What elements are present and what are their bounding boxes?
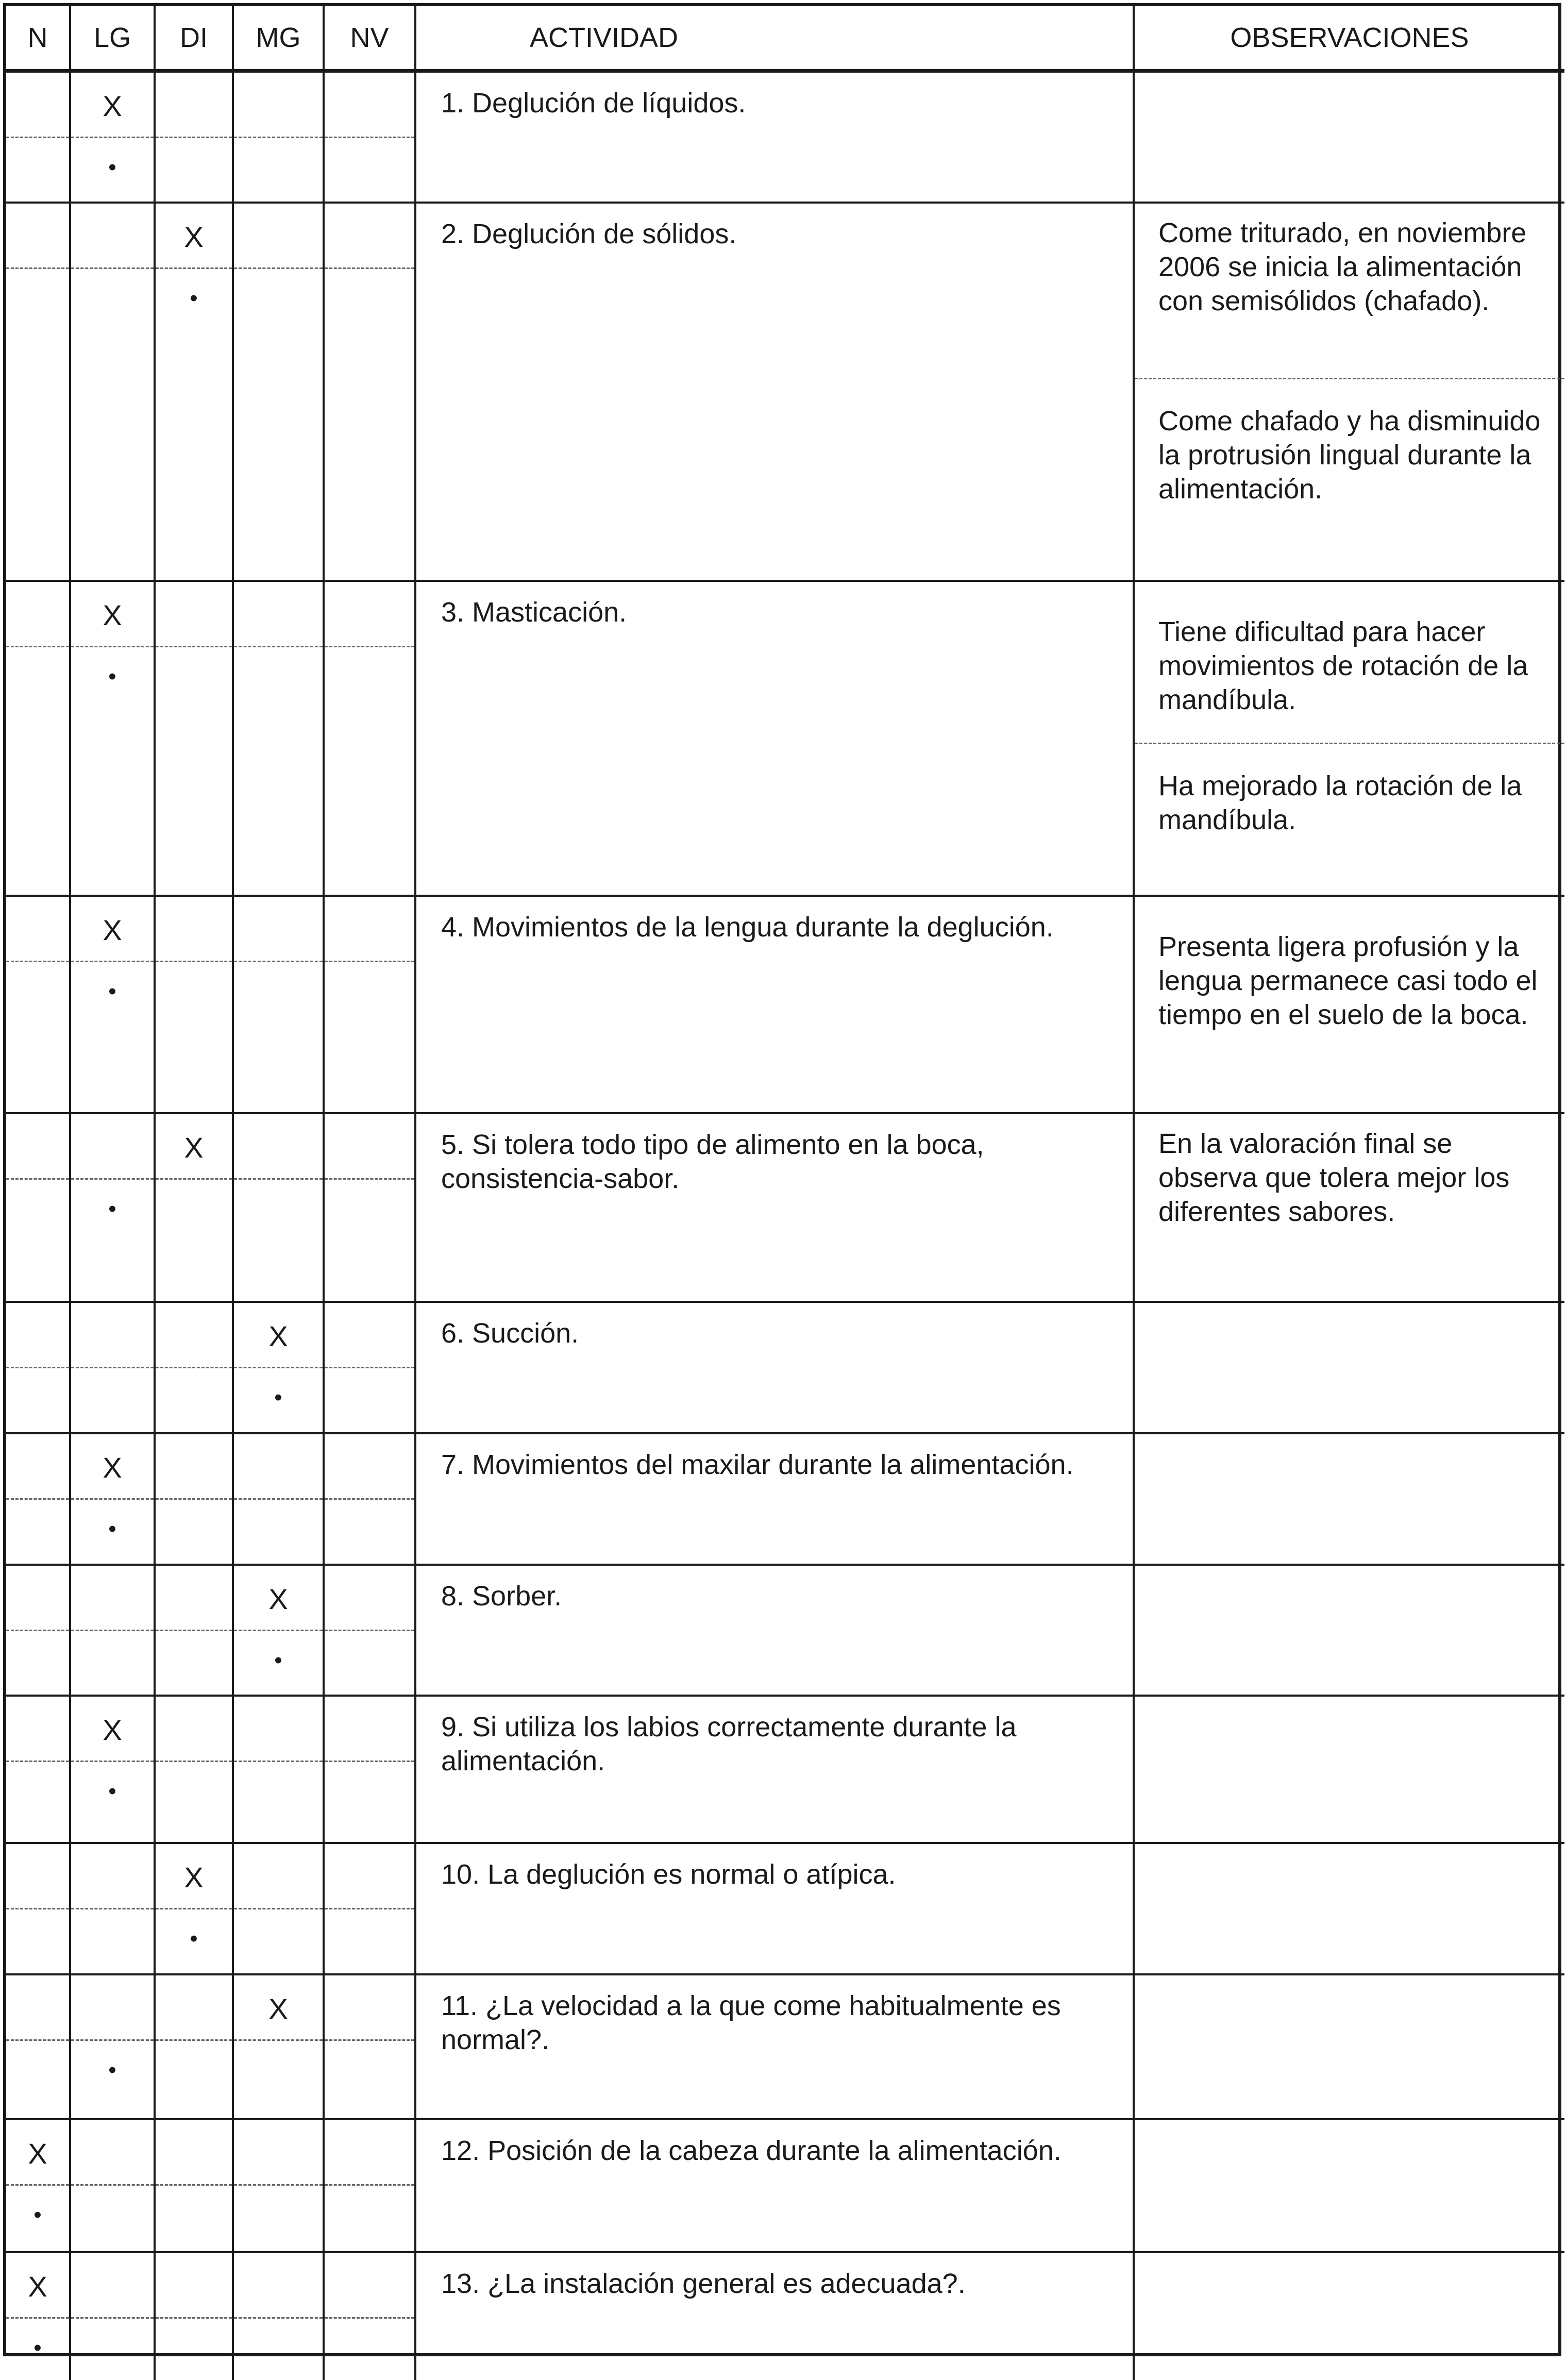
rating-cell-content [156, 1114, 232, 1301]
dashed-divider [71, 267, 154, 269]
dashed-divider [325, 2039, 414, 2041]
rating-cell-content [325, 1697, 414, 1842]
rating-cell-content [156, 1975, 232, 2118]
activity-description: 12. Posición de la cabeza durante la alimentación. [415, 2119, 1134, 2252]
dashed-divider [156, 1761, 232, 1762]
initial-rating-mark: X [184, 220, 204, 253]
rating-cell-n [6, 2252, 70, 2380]
observations-cell [1134, 896, 1564, 1113]
header-nv: NV [324, 6, 415, 71]
final-rating-mark: • [108, 664, 116, 689]
observation-final: Come chafado y ha disminuido la protrusión lingual durante la alimentación. [1158, 406, 1541, 505]
rating-cell-di [155, 203, 233, 581]
rating-cell-content [6, 2253, 69, 2380]
activity-description: 3. Masticación. [415, 581, 1134, 896]
final-rating-mark: • [108, 1779, 116, 1804]
rating-cell-mg [233, 203, 324, 581]
activity-row [6, 2119, 1564, 2252]
rating-cell-di [155, 1974, 233, 2119]
activity-row [6, 1974, 1564, 2119]
rating-cell-content [156, 1697, 232, 1842]
activity-row [6, 203, 1564, 581]
rating-cell-mg [233, 1843, 324, 1974]
rating-cell-di [155, 1565, 233, 1696]
rating-cell-lg [70, 581, 155, 896]
rating-cell-content [156, 2253, 232, 2380]
initial-rating-mark: X [268, 1582, 288, 1615]
dashed-divider [71, 1630, 154, 1631]
activity-description: 5. Si tolera todo tipo de alimento en la boca, consistencia-sabor. [415, 1113, 1134, 1302]
initial-rating-mark: X [103, 598, 122, 631]
dashed-divider [6, 1908, 69, 1909]
rating-cell-content [325, 2120, 414, 2251]
dashed-divider [325, 1630, 414, 1631]
initial-rating-mark: X [28, 2137, 47, 2170]
rating-cell-di [155, 71, 233, 203]
rating-cell-nv [324, 1433, 415, 1565]
rating-cell-di [155, 1113, 233, 1302]
rating-cell-content [234, 582, 323, 895]
rating-cell-n [6, 1433, 70, 1565]
activity-row [6, 71, 1564, 203]
rating-cell-content [156, 1566, 232, 1695]
dashed-divider [6, 1630, 69, 1631]
rating-cell-content [71, 1566, 154, 1695]
rating-cell-lg [70, 1433, 155, 1565]
dashed-divider [156, 961, 232, 962]
initial-rating-mark: X [103, 1713, 122, 1746]
rating-cell-content [234, 1434, 323, 1564]
rating-cell-content [156, 582, 232, 895]
rating-cell-content [156, 204, 232, 580]
rating-cell-di [155, 2119, 233, 2252]
rating-cell-nv [324, 71, 415, 203]
activity-row [6, 1302, 1564, 1433]
dashed-divider [6, 961, 69, 962]
rating-cell-content [6, 1697, 69, 1842]
rating-cell-di [155, 1433, 233, 1565]
rating-cell-content [6, 897, 69, 1112]
rating-cell-content [234, 1566, 323, 1695]
final-rating-mark: • [274, 1385, 282, 1410]
dashed-divider [71, 1908, 154, 1909]
rating-cell-content [71, 897, 154, 1112]
final-rating-mark: • [274, 1648, 282, 1673]
rating-cell-content [71, 582, 154, 895]
rating-cell-lg [70, 2252, 155, 2380]
dashed-divider [234, 1761, 323, 1762]
dashed-divider [234, 1908, 323, 1909]
rating-cell-content [6, 1434, 69, 1564]
evaluation-table [6, 6, 1564, 2380]
header-di: DI [155, 6, 233, 71]
observations-cell [1134, 1843, 1564, 1974]
final-rating-mark: • [108, 1196, 116, 1221]
dashed-divider [6, 1367, 69, 1368]
activity-row [6, 1433, 1564, 1565]
final-rating-mark: • [108, 1516, 116, 1541]
initial-rating-mark: X [28, 2270, 47, 2303]
observations-cell [1134, 1565, 1564, 1696]
dashed-divider [325, 646, 414, 647]
rating-cell-di [155, 1302, 233, 1433]
dashed-divider [71, 2317, 154, 2319]
initial-rating-mark: X [268, 1319, 288, 1352]
observations-cell [1134, 2252, 1564, 2380]
rating-cell-mg [233, 2119, 324, 2252]
rating-cell-content [325, 897, 414, 1112]
rating-cell-content [71, 1975, 154, 2118]
activity-row [6, 581, 1564, 896]
rating-cell-lg [70, 1113, 155, 1302]
rating-cell-content [6, 1114, 69, 1301]
evaluation-sheet [3, 3, 1561, 2360]
observations-cell [1134, 1302, 1564, 1433]
rating-cell-nv [324, 2252, 415, 2380]
dashed-divider [156, 2184, 232, 2186]
rating-cell-content [71, 1303, 154, 1432]
header-actividad: ACTIVIDAD [415, 6, 1134, 71]
rating-cell-content [234, 1844, 323, 1973]
activity-description: 13. ¿La instalación general es adecuada?. [415, 2252, 1134, 2380]
rating-cell-content [234, 2120, 323, 2251]
header-mg: MG [233, 6, 324, 71]
activity-description: 1. Deglución de líquidos. [415, 71, 1134, 203]
rating-cell-lg [70, 71, 155, 203]
rating-cell-content [71, 1114, 154, 1301]
rating-cell-di [155, 581, 233, 896]
rating-cell-nv [324, 1974, 415, 2119]
rating-cell-lg [70, 896, 155, 1113]
rating-cell-content [71, 2253, 154, 2380]
dashed-divider [6, 646, 69, 647]
rating-cell-mg [233, 1974, 324, 2119]
rating-cell-content [234, 1975, 323, 2118]
rating-cell-nv [324, 1113, 415, 1302]
rating-cell-nv [324, 1843, 415, 1974]
rating-cell-content [234, 897, 323, 1112]
observations-cell [1134, 2119, 1564, 2252]
rating-cell-content [234, 1303, 323, 1432]
rating-cell-content [71, 1697, 154, 1842]
observations-cell [1134, 1433, 1564, 1565]
observations-cell [1134, 71, 1564, 203]
activity-row [6, 1843, 1564, 1974]
dashed-divider [234, 2039, 323, 2041]
rating-cell-nv [324, 1302, 415, 1433]
dashed-divider [71, 2184, 154, 2186]
activity-row [6, 2252, 1564, 2380]
observation-final: Ha mejorado la rotación de la mandíbula. [1158, 770, 1522, 835]
rating-cell-content [325, 204, 414, 580]
rating-cell-mg [233, 1302, 324, 1433]
rating-cell-mg [233, 1433, 324, 1565]
rating-cell-n [6, 2119, 70, 2252]
observation-initial: En la valoración final se observa que tolera mejor los diferentes sabores. [1158, 1128, 1510, 1227]
dashed-divider [325, 2184, 414, 2186]
dashed-divider [234, 137, 323, 138]
rating-cell-content [6, 73, 69, 202]
dashed-divider [6, 1178, 69, 1180]
rating-cell-content [234, 1114, 323, 1301]
rating-cell-content [6, 204, 69, 580]
dashed-divider [156, 2039, 232, 2041]
observations-cell [1134, 1113, 1564, 1302]
rating-cell-content [156, 1303, 232, 1432]
rating-cell-content [234, 204, 323, 580]
activity-description: 4. Movimientos de la lengua durante la deglución. [415, 896, 1134, 1113]
rating-cell-content [156, 73, 232, 202]
activity-row [6, 1113, 1564, 1302]
rating-cell-content [234, 1697, 323, 1842]
rating-cell-nv [324, 2119, 415, 2252]
dashed-divider [6, 267, 69, 269]
final-rating-mark: • [108, 155, 116, 180]
rating-cell-content [234, 2253, 323, 2380]
dashed-divider [325, 1498, 414, 1500]
rating-cell-di [155, 896, 233, 1113]
activity-description: 9. Si utiliza los labios correctamente durante la alimentación. [415, 1696, 1134, 1843]
rating-cell-n [6, 71, 70, 203]
rating-cell-mg [233, 896, 324, 1113]
rating-cell-content [325, 582, 414, 895]
rating-cell-content [325, 1566, 414, 1695]
rating-cell-mg [233, 71, 324, 203]
final-rating-mark: • [33, 2202, 42, 2227]
rating-cell-content [6, 1975, 69, 2118]
rating-cell-mg [233, 1696, 324, 1843]
rating-cell-n [6, 1696, 70, 1843]
rating-cell-content [71, 1434, 154, 1564]
rating-cell-mg [233, 1565, 324, 1696]
rating-cell-content [325, 2253, 414, 2380]
rating-cell-lg [70, 203, 155, 581]
rating-cell-n [6, 1302, 70, 1433]
rating-cell-content [6, 582, 69, 895]
rating-cell-content [325, 1844, 414, 1973]
rating-cell-di [155, 1843, 233, 1974]
header-observaciones: OBSERVACIONES [1134, 6, 1564, 71]
rating-cell-lg [70, 1843, 155, 1974]
dashed-divider [156, 1630, 232, 1631]
observations-cell [1134, 1974, 1564, 2119]
dashed-divider [234, 961, 323, 962]
rating-cell-content [6, 1844, 69, 1973]
rating-cell-mg [233, 2252, 324, 2380]
final-rating-mark: • [108, 979, 116, 1004]
observation-initial: Presenta ligera profusión y la lengua permanece casi todo el tiempo en el suelo de la boca. [1158, 931, 1538, 1030]
rating-cell-content [325, 1303, 414, 1432]
rating-cell-content [156, 1844, 232, 1973]
rating-cell-content [234, 73, 323, 202]
rating-cell-lg [70, 2119, 155, 2252]
activity-row [6, 896, 1564, 1113]
rating-cell-nv [324, 203, 415, 581]
dashed-divider [156, 2317, 232, 2319]
rating-cell-n [6, 896, 70, 1113]
activity-description: 6. Succión. [415, 1302, 1134, 1433]
rating-cell-mg [233, 1113, 324, 1302]
initial-rating-mark: X [268, 1992, 288, 2025]
rating-cell-nv [324, 1696, 415, 1843]
activity-description: 8. Sorber. [415, 1565, 1134, 1696]
rating-cell-content [325, 73, 414, 202]
initial-rating-mark: X [184, 1131, 204, 1164]
rating-cell-content [325, 1975, 414, 2118]
activity-description: 7. Movimientos del maxilar durante la alimentación. [415, 1433, 1134, 1565]
initial-rating-mark: X [103, 1451, 122, 1484]
final-rating-mark: • [190, 1926, 198, 1951]
rating-cell-mg [233, 581, 324, 896]
dashed-divider [156, 1367, 232, 1368]
observation-initial: Come triturado, en noviembre 2006 se inicia la alimentación con semisólidos (chafado). [1158, 217, 1527, 316]
dashed-divider [71, 1367, 154, 1368]
dashed-divider [6, 137, 69, 138]
rating-cell-n [6, 1565, 70, 1696]
dashed-divider [156, 646, 232, 647]
activity-row [6, 1565, 1564, 1696]
rating-cell-content [156, 2120, 232, 2251]
dashed-divider [6, 1761, 69, 1762]
dashed-divider [325, 1367, 414, 1368]
rating-cell-n [6, 1113, 70, 1302]
rating-cell-lg [70, 1565, 155, 1696]
dashed-divider [234, 2184, 323, 2186]
dashed-divider [325, 1178, 414, 1180]
observations-cell [1134, 1696, 1564, 1843]
activity-description: 10. La deglución es normal o atípica. [415, 1843, 1134, 1974]
rating-cell-content [325, 1114, 414, 1301]
rating-cell-content [6, 1303, 69, 1432]
rating-cell-lg [70, 1302, 155, 1433]
activity-description: 11. ¿La velocidad a la que come habitualmente es normal?. [415, 1974, 1134, 2119]
rating-cell-content [71, 73, 154, 202]
observations-cell [1134, 203, 1564, 581]
rating-cell-nv [324, 1565, 415, 1696]
header-lg: LG [70, 6, 155, 71]
rating-cell-content [71, 2120, 154, 2251]
rating-cell-di [155, 1696, 233, 1843]
activity-row [6, 1696, 1564, 1843]
dashed-divider [325, 137, 414, 138]
initial-rating-mark: X [103, 913, 122, 946]
initial-rating-mark: X [184, 1861, 204, 1893]
rating-cell-content [6, 2120, 69, 2251]
rating-cell-content [156, 897, 232, 1112]
dashed-divider [234, 1498, 323, 1500]
rating-cell-nv [324, 896, 415, 1113]
dashed-divider [234, 1178, 323, 1180]
dashed-divider [156, 1178, 232, 1180]
initial-rating-mark: X [103, 89, 122, 122]
final-rating-mark: • [108, 2057, 116, 2083]
dashed-divider [325, 1761, 414, 1762]
dashed-divider [156, 1498, 232, 1500]
rating-cell-content [71, 1844, 154, 1973]
dashed-divider [325, 1908, 414, 1909]
dashed-divider [6, 2039, 69, 2041]
rating-cell-lg [70, 1974, 155, 2119]
rating-cell-n [6, 1974, 70, 2119]
rating-cell-n [6, 581, 70, 896]
rating-cell-n [6, 1843, 70, 1974]
observations-cell [1134, 581, 1564, 896]
dashed-divider [156, 137, 232, 138]
rating-cell-di [155, 2252, 233, 2380]
dashed-divider [325, 267, 414, 269]
header-n: N [6, 6, 70, 71]
rating-cell-n [6, 203, 70, 581]
dashed-divider [234, 267, 323, 269]
final-rating-mark: • [33, 2335, 42, 2360]
rating-cell-content [6, 1566, 69, 1695]
dashed-divider [6, 1498, 69, 1500]
header-row [6, 6, 1564, 71]
final-rating-mark: • [190, 286, 198, 311]
dashed-divider [234, 646, 323, 647]
observation-initial: Tiene dificultad para hacer movimientos de rotación de la mandíbula. [1158, 616, 1528, 715]
dashed-divider [325, 961, 414, 962]
activity-description: 2. Deglución de sólidos. [415, 203, 1134, 581]
rating-cell-nv [324, 581, 415, 896]
rating-cell-content [71, 204, 154, 580]
rating-cell-content [325, 1434, 414, 1564]
rating-cell-content [156, 1434, 232, 1564]
dashed-divider [325, 2317, 414, 2319]
rating-cell-lg [70, 1696, 155, 1843]
dashed-divider [234, 2317, 323, 2319]
